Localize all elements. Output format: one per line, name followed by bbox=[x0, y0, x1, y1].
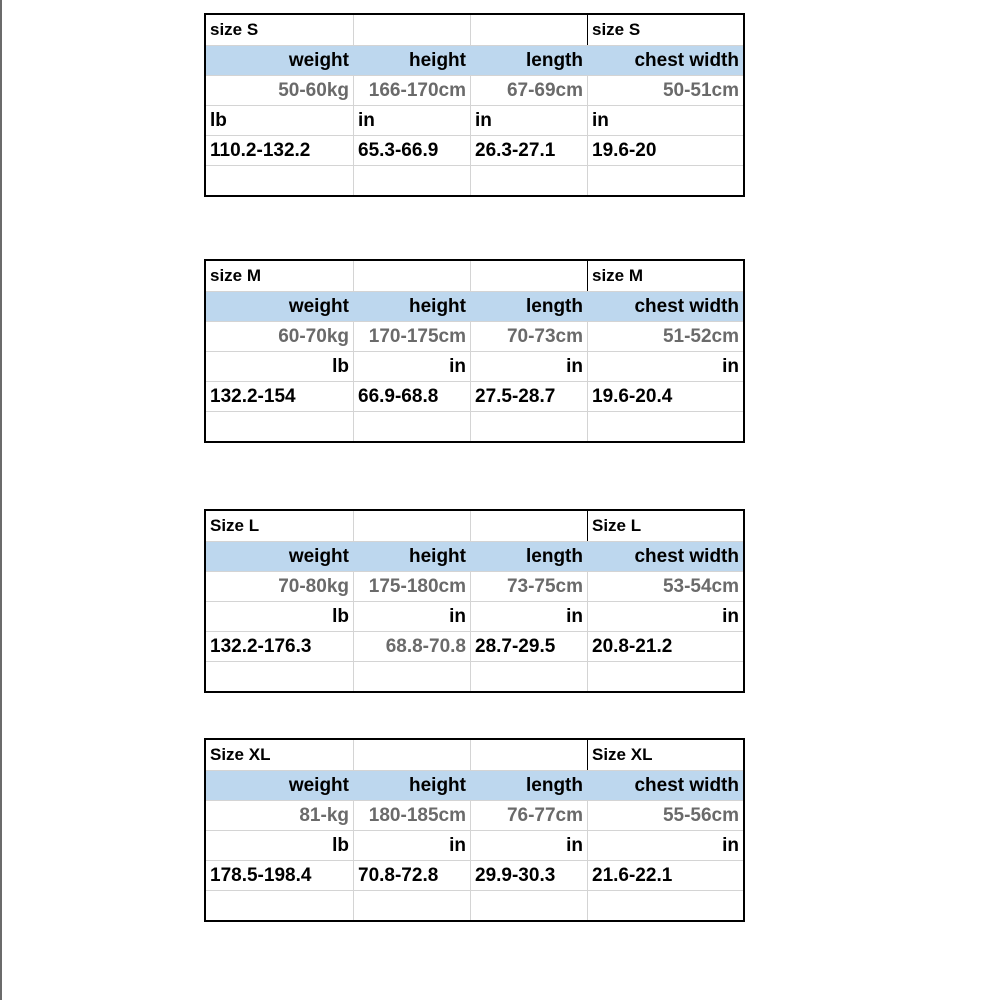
size-label: Size L bbox=[587, 511, 743, 541]
empty-cell bbox=[353, 662, 470, 691]
empty-cell bbox=[353, 891, 470, 920]
imperial-weight: 132.2-154 bbox=[210, 385, 296, 407]
size-table-xl bbox=[204, 738, 745, 922]
empty-cell bbox=[470, 740, 587, 770]
metric-weight: 50-60kg bbox=[278, 79, 349, 101]
metric-height: 166-170cm bbox=[353, 76, 470, 105]
empty-cell bbox=[206, 412, 353, 441]
unit-weight: lb bbox=[332, 605, 349, 627]
size-label: size S bbox=[210, 20, 259, 39]
metric-row bbox=[206, 800, 743, 830]
units-row bbox=[206, 105, 743, 135]
metric-chest-width: 55-56cm bbox=[587, 801, 743, 830]
unit-weight: lb bbox=[332, 834, 349, 856]
header-chest-width: chest width bbox=[634, 295, 739, 317]
metric-weight: 81-kg bbox=[299, 804, 349, 826]
metric-chest-width: 50-51cm bbox=[587, 76, 743, 105]
header-height: height bbox=[409, 49, 466, 71]
empty-cell bbox=[206, 891, 353, 920]
metric-chest-width: 53-54cm bbox=[587, 572, 743, 601]
header-weight: weight bbox=[288, 49, 349, 71]
metric-length: 73-75cm bbox=[470, 572, 587, 601]
metric-height: 180-185cm bbox=[353, 801, 470, 830]
header-row bbox=[206, 45, 743, 75]
imperial-chest-width: 19.6-20 bbox=[587, 136, 743, 165]
header-row bbox=[206, 291, 743, 321]
header-length: length bbox=[526, 774, 583, 796]
empty-row bbox=[206, 411, 743, 441]
empty-cell bbox=[470, 662, 587, 691]
imperial-length: 27.5-28.7 bbox=[470, 382, 587, 411]
empty-cell bbox=[470, 261, 587, 291]
empty-cell bbox=[470, 166, 587, 195]
unit-length: in bbox=[470, 352, 587, 381]
imperial-weight: 178.5-198.4 bbox=[210, 864, 312, 886]
header-weight: weight bbox=[288, 774, 349, 796]
imperial-height: 66.9-68.8 bbox=[353, 382, 470, 411]
unit-chest-width: in bbox=[587, 352, 743, 381]
empty-cell bbox=[470, 511, 587, 541]
metric-length: 70-73cm bbox=[470, 322, 587, 351]
imperial-length: 28.7-29.5 bbox=[470, 632, 587, 661]
units-row bbox=[206, 601, 743, 631]
unit-height: in bbox=[353, 106, 470, 135]
header-row bbox=[206, 541, 743, 571]
title-row bbox=[206, 261, 743, 291]
empty-cell bbox=[353, 15, 470, 45]
unit-chest-width: in bbox=[587, 106, 743, 135]
header-chest-width: chest width bbox=[634, 774, 739, 796]
empty-cell bbox=[587, 662, 743, 691]
metric-height: 170-175cm bbox=[353, 322, 470, 351]
unit-height: in bbox=[353, 831, 470, 860]
imperial-chest-width: 19.6-20.4 bbox=[587, 382, 743, 411]
size-label: size M bbox=[587, 261, 743, 291]
imperial-length: 26.3-27.1 bbox=[470, 136, 587, 165]
imperial-row bbox=[206, 860, 743, 890]
header-weight: weight bbox=[288, 545, 349, 567]
header-length: length bbox=[526, 295, 583, 317]
empty-cell bbox=[470, 891, 587, 920]
empty-cell bbox=[206, 166, 353, 195]
empty-cell bbox=[587, 166, 743, 195]
metric-row bbox=[206, 75, 743, 105]
metric-weight: 70-80kg bbox=[278, 575, 349, 597]
header-chest-width: chest width bbox=[634, 49, 739, 71]
empty-row bbox=[206, 661, 743, 691]
header-height: height bbox=[409, 545, 466, 567]
empty-row bbox=[206, 165, 743, 195]
imperial-chest-width: 21.6-22.1 bbox=[587, 861, 743, 890]
unit-height: in bbox=[353, 352, 470, 381]
empty-cell bbox=[353, 412, 470, 441]
empty-cell bbox=[353, 740, 470, 770]
empty-cell bbox=[353, 511, 470, 541]
imperial-chest-width: 20.8-21.2 bbox=[587, 632, 743, 661]
size-label: Size XL bbox=[210, 745, 271, 764]
size-table-l bbox=[204, 509, 745, 693]
unit-length: in bbox=[470, 602, 587, 631]
imperial-height: 70.8-72.8 bbox=[353, 861, 470, 890]
metric-length: 67-69cm bbox=[470, 76, 587, 105]
metric-height: 175-180cm bbox=[353, 572, 470, 601]
empty-cell bbox=[470, 15, 587, 45]
empty-cell bbox=[587, 412, 743, 441]
size-table-s bbox=[204, 13, 745, 197]
unit-height: in bbox=[353, 602, 470, 631]
unit-weight: lb bbox=[332, 355, 349, 377]
size-label: Size XL bbox=[587, 740, 743, 770]
page-left-border bbox=[0, 0, 2, 1000]
size-label: size M bbox=[210, 266, 262, 285]
size-table-m bbox=[204, 259, 745, 443]
unit-chest-width: in bbox=[587, 831, 743, 860]
metric-length: 76-77cm bbox=[470, 801, 587, 830]
metric-row bbox=[206, 571, 743, 601]
header-row bbox=[206, 770, 743, 800]
header-chest-width: chest width bbox=[634, 545, 739, 567]
empty-cell bbox=[353, 261, 470, 291]
imperial-height: 68.8-70.8 bbox=[353, 632, 470, 661]
imperial-row bbox=[206, 135, 743, 165]
imperial-row bbox=[206, 381, 743, 411]
title-row bbox=[206, 15, 743, 45]
size-label: Size L bbox=[210, 516, 260, 535]
empty-cell bbox=[206, 662, 353, 691]
empty-cell bbox=[470, 412, 587, 441]
title-row bbox=[206, 740, 743, 770]
imperial-weight: 110.2-132.2 bbox=[210, 139, 311, 161]
unit-length: in bbox=[470, 831, 587, 860]
imperial-row bbox=[206, 631, 743, 661]
units-row bbox=[206, 351, 743, 381]
empty-cell bbox=[353, 166, 470, 195]
size-label: size S bbox=[587, 15, 743, 45]
header-weight: weight bbox=[288, 295, 349, 317]
metric-row bbox=[206, 321, 743, 351]
imperial-weight: 132.2-176.3 bbox=[210, 635, 312, 657]
title-row bbox=[206, 511, 743, 541]
imperial-height: 65.3-66.9 bbox=[353, 136, 470, 165]
imperial-length: 29.9-30.3 bbox=[470, 861, 587, 890]
unit-chest-width: in bbox=[587, 602, 743, 631]
empty-cell bbox=[587, 891, 743, 920]
header-height: height bbox=[409, 295, 466, 317]
header-length: length bbox=[526, 545, 583, 567]
units-row bbox=[206, 830, 743, 860]
metric-weight: 60-70kg bbox=[278, 325, 349, 347]
header-length: length bbox=[526, 49, 583, 71]
empty-row bbox=[206, 890, 743, 920]
header-height: height bbox=[409, 774, 466, 796]
metric-chest-width: 51-52cm bbox=[587, 322, 743, 351]
unit-weight: lb bbox=[210, 109, 227, 131]
unit-length: in bbox=[470, 106, 587, 135]
